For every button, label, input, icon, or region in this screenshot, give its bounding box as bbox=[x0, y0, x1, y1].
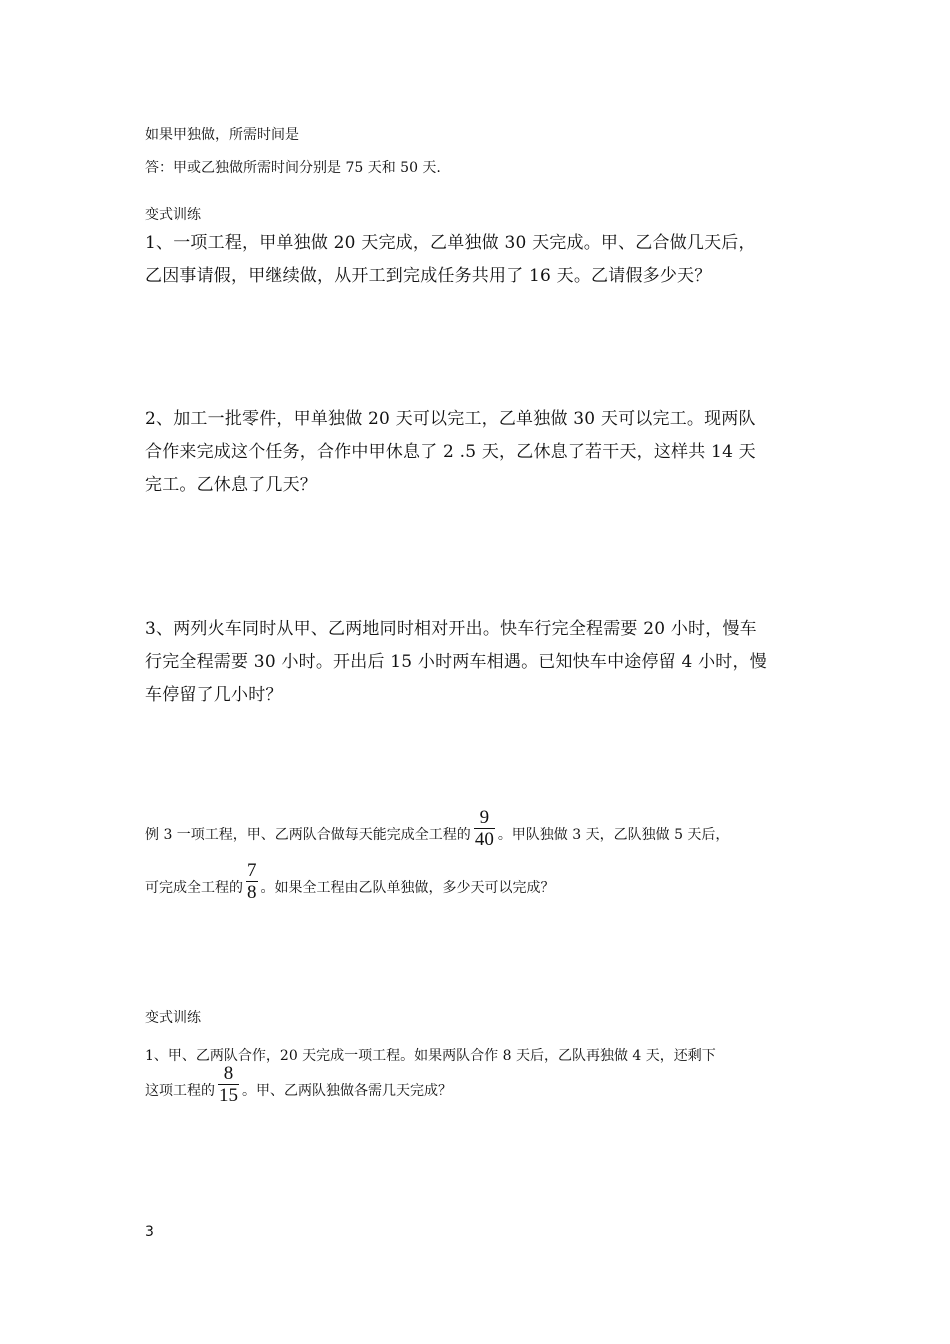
fraction-numerator: 7 bbox=[247, 860, 257, 881]
fraction bbox=[218, 1064, 239, 1106]
question-text: 这项工程的 bbox=[145, 1082, 215, 1099]
question-3-line-3: 车停留了几小时？ bbox=[145, 685, 283, 705]
fraction-numerator: 8 bbox=[223, 1063, 234, 1084]
question-text: 。甲、乙两队独做各需几天完成？ bbox=[242, 1082, 452, 1099]
question-2-line-1: 2、加工一批零件，甲单独做 20 天可以完工，乙单独做 30 天可以完工。现两队 bbox=[145, 409, 756, 429]
answer-line: 答：甲或乙独做所需时间分别是 75 天和 50 天. bbox=[145, 160, 441, 176]
fraction bbox=[474, 808, 495, 850]
question-2-line-2: 合作来完成这个任务，合作中甲休息了 2 .5 天，乙休息了若干天，这样共 14 天 bbox=[145, 442, 756, 462]
fraction-numerator: 9 bbox=[479, 807, 490, 828]
page-number: 3 bbox=[145, 1224, 154, 1240]
example-3-text: 。甲队独做 3 天，乙队独做 5 天后， bbox=[497, 826, 730, 843]
fraction-denominator: 8 bbox=[247, 881, 257, 903]
question-2-line-3: 完工。乙休息了几天？ bbox=[145, 475, 317, 495]
fraction bbox=[246, 861, 258, 903]
example-3-line-1 bbox=[145, 808, 729, 850]
example-3-text: 可完成全工程的 bbox=[145, 879, 243, 896]
example-3-text: 。如果全工程由乙队单独做，多少天可以完成？ bbox=[260, 879, 555, 896]
training-2-question-1-line-1: 1、甲、乙两队合作，20 天完成一项工程。如果两队合作 8 天后，乙队再独做 4 天，还剩下 bbox=[145, 1048, 716, 1064]
fraction-denominator: 15 bbox=[219, 1084, 238, 1106]
text-line: 如果甲独做，所需时间是 bbox=[145, 127, 299, 143]
example-3-text: 例 3 一项工程，甲、乙两队合做每天能完成全工程的 bbox=[145, 826, 471, 843]
section-heading: 变式训练 bbox=[145, 207, 201, 223]
example-3-line-2 bbox=[145, 861, 555, 903]
training-2-question-1-line-2 bbox=[145, 1064, 452, 1106]
question-1-line-1: 1、一项工程，甲单独做 20 天完成，乙单独做 30 天完成。甲、乙合做几天后， bbox=[145, 233, 756, 253]
question-3-line-2: 行完全程需要 30 小时。开出后 15 小时两车相遇。已知快车中途停留 4 小时，慢 bbox=[145, 652, 767, 672]
section-heading: 变式训练 bbox=[145, 1010, 201, 1026]
question-3-line-1: 3、两列火车同时从甲、乙两地同时相对开出。快车行完全程需要 20 小时，慢车 bbox=[145, 619, 757, 639]
question-1-line-2: 乙因事请假，甲继续做，从开工到完成任务共用了 16 天。乙请假多少天？ bbox=[145, 266, 712, 286]
fraction-denominator: 40 bbox=[474, 828, 494, 850]
